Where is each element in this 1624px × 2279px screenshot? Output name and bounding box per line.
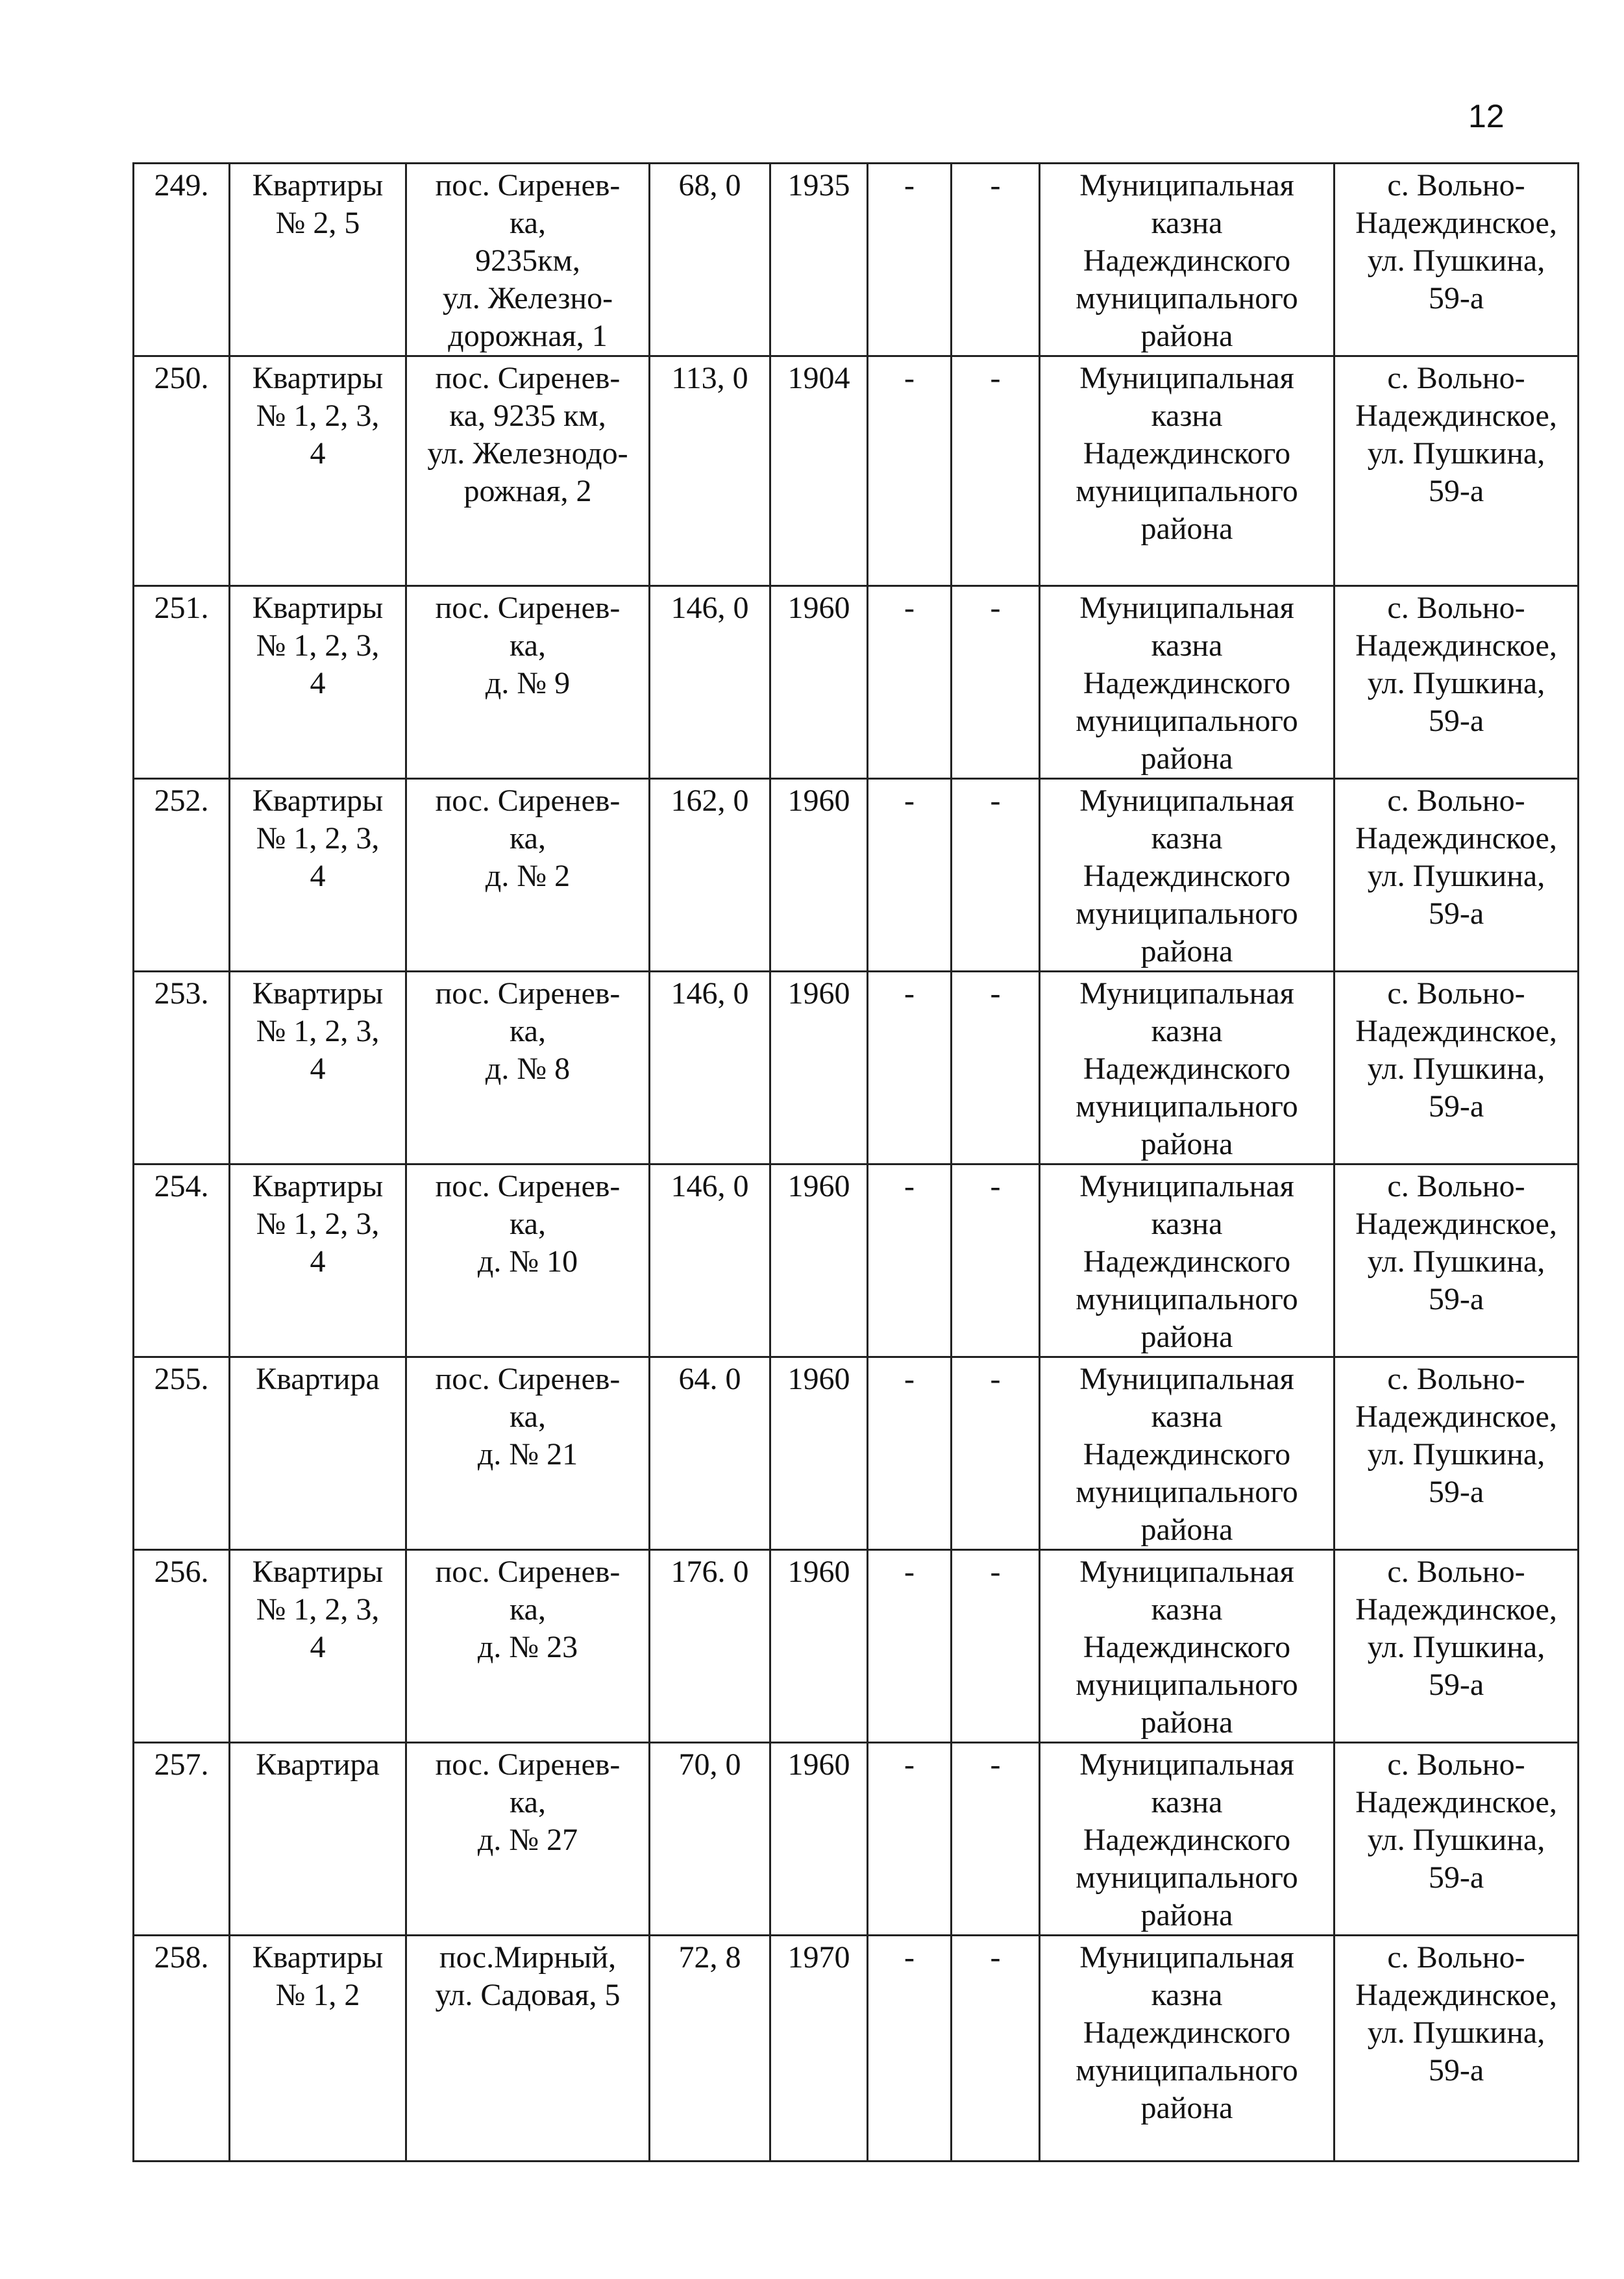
row-number-cell: 255. <box>134 1357 230 1550</box>
object-address-cell: пос. Сиренев- ка, д. № 27 <box>406 1743 650 1936</box>
year-built-cell: 1960 <box>770 1743 868 1936</box>
holder-address-cell: с. Вольно- Надеждинское, ул. Пушкина, 59-а <box>1335 1743 1579 1936</box>
object-address-cell: пос. Сиренев- ка, д. № 2 <box>406 779 650 972</box>
column-6-cell: - <box>868 972 952 1164</box>
table-row <box>134 1164 1579 1357</box>
column-6-cell: - <box>868 779 952 972</box>
object-name-cell: Квартиры № 2, 5 <box>230 164 406 356</box>
holder-address-cell: с. Вольно- Надеждинское, ул. Пушкина, 59-а <box>1335 164 1579 356</box>
object-name-cell: Квартиры № 1, 2, 3, 4 <box>230 586 406 779</box>
holder-address-cell: с. Вольно- Надеждинское, ул. Пушкина, 59-а <box>1335 1550 1579 1743</box>
column-6-cell: - <box>868 1164 952 1357</box>
holder-name-cell: Муниципальная казна Надеждинского муниципального района <box>1040 356 1335 586</box>
object-address-cell: пос.Мирный, ул. Садовая, 5 <box>406 1936 650 2162</box>
area-cell: 146, 0 <box>650 586 770 779</box>
object-name-cell: Квартиры № 1, 2 <box>230 1936 406 2162</box>
area-cell: 162, 0 <box>650 779 770 972</box>
row-number-cell: 251. <box>134 586 230 779</box>
object-address-cell: пос. Сиренев- ка, 9235 км, ул. Железнодо- рожная, 2 <box>406 356 650 586</box>
column-7-cell: - <box>952 164 1040 356</box>
year-built-cell: 1960 <box>770 1164 868 1357</box>
year-built-cell: 1960 <box>770 972 868 1164</box>
holder-address-cell: с. Вольно- Надеждинское, ул. Пушкина, 59-а <box>1335 779 1579 972</box>
object-name-cell: Квартиры № 1, 2, 3, 4 <box>230 972 406 1164</box>
area-cell: 70, 0 <box>650 1743 770 1936</box>
row-number-cell: 258. <box>134 1936 230 2162</box>
year-built-cell: 1960 <box>770 779 868 972</box>
holder-name-cell: Муниципальная казна Надеждинского муниципального района <box>1040 779 1335 972</box>
year-built-cell: 1904 <box>770 356 868 586</box>
object-address-cell: пос. Сиренев- ка, д. № 23 <box>406 1550 650 1743</box>
column-6-cell: - <box>868 1357 952 1550</box>
year-built-cell: 1960 <box>770 586 868 779</box>
column-7-cell: - <box>952 1936 1040 2162</box>
holder-name-cell: Муниципальная казна Надеждинского муниципального района <box>1040 972 1335 1164</box>
table-row <box>134 1357 1579 1550</box>
holder-name-cell: Муниципальная казна Надеждинского муниципального района <box>1040 586 1335 779</box>
area-cell: 64. 0 <box>650 1357 770 1550</box>
row-number-cell: 252. <box>134 779 230 972</box>
column-6-cell: - <box>868 1743 952 1936</box>
column-7-cell: - <box>952 586 1040 779</box>
column-7-cell: - <box>952 1164 1040 1357</box>
table-row <box>134 779 1579 972</box>
row-number-cell: 249. <box>134 164 230 356</box>
object-address-cell: пос. Сиренев- ка, д. № 21 <box>406 1357 650 1550</box>
property-register-table <box>132 162 1579 2162</box>
holder-name-cell: Муниципальная казна Надеждинского муниципального района <box>1040 1357 1335 1550</box>
year-built-cell: 1960 <box>770 1357 868 1550</box>
holder-name-cell: Муниципальная казна Надеждинского муниципального района <box>1040 1743 1335 1936</box>
table-row <box>134 586 1579 779</box>
object-address-cell: пос. Сиренев- ка, д. № 10 <box>406 1164 650 1357</box>
object-name-cell: Квартиры № 1, 2, 3, 4 <box>230 356 406 586</box>
holder-name-cell: Муниципальная казна Надеждинского муниципального района <box>1040 1164 1335 1357</box>
column-7-cell: - <box>952 356 1040 586</box>
row-number-cell: 253. <box>134 972 230 1164</box>
holder-name-cell: Муниципальная казна Надеждинского муниципального района <box>1040 1550 1335 1743</box>
area-cell: 146, 0 <box>650 972 770 1164</box>
row-number-cell: 254. <box>134 1164 230 1357</box>
area-cell: 68, 0 <box>650 164 770 356</box>
column-6-cell: - <box>868 1936 952 2162</box>
column-7-cell: - <box>952 1550 1040 1743</box>
year-built-cell: 1960 <box>770 1550 868 1743</box>
column-6-cell: - <box>868 586 952 779</box>
table-row <box>134 164 1579 356</box>
year-built-cell: 1970 <box>770 1936 868 2162</box>
table-row <box>134 1936 1579 2162</box>
column-7-cell: - <box>952 1743 1040 1936</box>
column-7-cell: - <box>952 972 1040 1164</box>
holder-address-cell: с. Вольно- Надеждинское, ул. Пушкина, 59-а <box>1335 1164 1579 1357</box>
column-6-cell: - <box>868 164 952 356</box>
object-name-cell: Квартира <box>230 1357 406 1550</box>
area-cell: 176. 0 <box>650 1550 770 1743</box>
holder-address-cell: с. Вольно- Надеждинское, ул. Пушкина, 59-а <box>1335 356 1579 586</box>
area-cell: 72, 8 <box>650 1936 770 2162</box>
holder-address-cell: с. Вольно- Надеждинское, ул. Пушкина, 59-а <box>1335 1357 1579 1550</box>
column-6-cell: - <box>868 1550 952 1743</box>
object-name-cell: Квартиры № 1, 2, 3, 4 <box>230 1164 406 1357</box>
page-number: 12 <box>1468 98 1505 134</box>
row-number-cell: 250. <box>134 356 230 586</box>
holder-address-cell: с. Вольно- Надеждинское, ул. Пушкина, 59-а <box>1335 972 1579 1164</box>
object-address-cell: пос. Сиренев- ка, 9235км, ул. Железно- дорожная, 1 <box>406 164 650 356</box>
column-6-cell: - <box>868 356 952 586</box>
object-address-cell: пос. Сиренев- ка, д. № 8 <box>406 972 650 1164</box>
object-address-cell: пос. Сиренев- ка, д. № 9 <box>406 586 650 779</box>
row-number-cell: 257. <box>134 1743 230 1936</box>
column-7-cell: - <box>952 779 1040 972</box>
table-row <box>134 356 1579 586</box>
column-7-cell: - <box>952 1357 1040 1550</box>
object-name-cell: Квартиры № 1, 2, 3, 4 <box>230 779 406 972</box>
year-built-cell: 1935 <box>770 164 868 356</box>
object-name-cell: Квартиры № 1, 2, 3, 4 <box>230 1550 406 1743</box>
holder-address-cell: с. Вольно- Надеждинское, ул. Пушкина, 59-а <box>1335 1936 1579 2162</box>
table-row <box>134 1550 1579 1743</box>
area-cell: 146, 0 <box>650 1164 770 1357</box>
row-number-cell: 256. <box>134 1550 230 1743</box>
object-name-cell: Квартира <box>230 1743 406 1936</box>
holder-name-cell: Муниципальная казна Надеждинского муниципального района <box>1040 164 1335 356</box>
table-row <box>134 972 1579 1164</box>
holder-address-cell: с. Вольно- Надеждинское, ул. Пушкина, 59-а <box>1335 586 1579 779</box>
holder-name-cell: Муниципальная казна Надеждинского муниципального района <box>1040 1936 1335 2162</box>
area-cell: 113, 0 <box>650 356 770 586</box>
table-row <box>134 1743 1579 1936</box>
